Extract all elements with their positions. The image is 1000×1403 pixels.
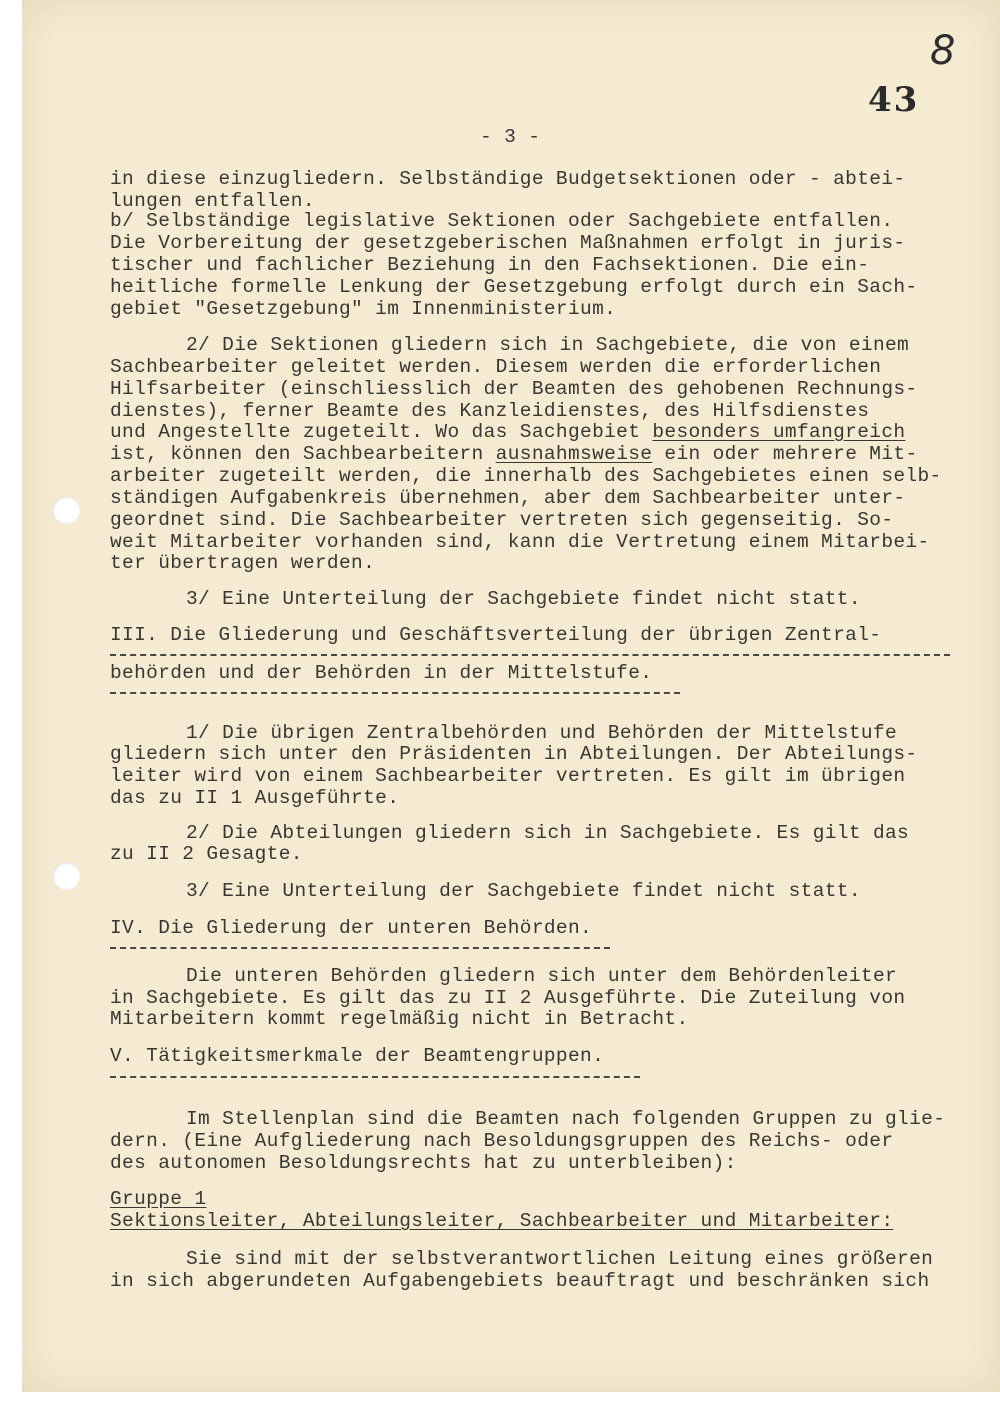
text-line: weit Mitarbeiter vorhanden sind, kann die Vertretung einem Mitarbei- xyxy=(110,531,930,553)
text-line: heitliche formelle Lenkung der Gesetzgebung erfolgt durch ein Sach- xyxy=(110,276,918,298)
text-line: 3/ Eine Unterteilung der Sachgebiete findet nicht statt. xyxy=(186,880,861,902)
text-line: in Sachgebiete. Es gilt das zu II 2 Ausgeführte. Die Zuteilung von xyxy=(110,987,906,1009)
section-heading: V. Tätigkeitsmerkmale der Beamtengruppen. xyxy=(110,1045,605,1067)
text-line: Die unteren Behörden gliedern sich unter dem Behördenleiter xyxy=(186,965,898,987)
heading-rule xyxy=(110,1076,640,1078)
section-heading: III. Die Gliederung und Geschäftsverteilung der übrigen Zentral- xyxy=(110,624,882,646)
text-line: dienstes), ferner Beamte des Kanzleidienstes, des Hilfsdienstes xyxy=(110,400,870,422)
folio-number: 43 xyxy=(868,80,920,120)
text-line: gliedern sich unter den Präsidenten in Abteilungen. Der Abteilungs- xyxy=(110,743,918,765)
text-line: des autonomen Besoldungsrechts hat zu unterbleiben): xyxy=(110,1152,737,1174)
text-span: ein oder mehrere Mit- xyxy=(652,443,918,465)
text-line: lungen entfallen. xyxy=(110,190,315,212)
text-line: tischer und fachlicher Beziehung in den Fachsektionen. Die ein- xyxy=(110,254,870,276)
group-title: Sektionsleiter, Abteilungsleiter, Sachbearbeiter und Mitarbeiter: xyxy=(110,1210,894,1232)
text-line: leiter wird von einem Sachbearbeiter vertreten. Es gilt im übrigen xyxy=(110,765,906,787)
text-line: dern. (Eine Aufgliederung nach Besoldungsgruppen des Reichs- oder xyxy=(110,1130,894,1152)
text-line xyxy=(110,421,905,443)
text-line: in diese einzugliedern. Selbständige Budgetsektionen oder - abtei- xyxy=(110,168,906,190)
heading-rule xyxy=(110,692,680,694)
text-line: das zu II 1 Ausgeführte. xyxy=(110,787,400,809)
text-line: 3/ Eine Unterteilung der Sachgebiete findet nicht statt. xyxy=(186,588,861,610)
punch-hole-top xyxy=(52,496,80,524)
heading-rule xyxy=(110,947,610,949)
text-line: ter übertragen werden. xyxy=(110,552,376,574)
text-line: geordnet sind. Die Sachbearbeiter vertreten sich gegenseitig. So- xyxy=(110,509,894,531)
text-line: gebiet "Gesetzgebung" im Innenministerium. xyxy=(110,298,617,320)
text-line: b/ Selbständige legislative Sektionen oder Sachgebiete entfallen. xyxy=(110,210,894,232)
section-heading: behörden und der Behörden in der Mittelstufe. xyxy=(110,662,653,684)
text-line: arbeiter zugeteilt werden, die innerhalb des Sachgebietes einen selb- xyxy=(110,465,942,487)
text-line: Sie sind mit der selbstverantwortlichen Leitung eines größeren xyxy=(186,1248,934,1270)
text-span: ist, können den Sachbearbeitern xyxy=(110,443,496,465)
text-line: zu II 2 Gesagte. xyxy=(110,843,303,865)
section-heading: IV. Die Gliederung der unteren Behörden. xyxy=(110,917,593,939)
text-line xyxy=(110,443,918,465)
text-line: 2/ Die Abteilungen gliedern sich in Sachgebiete. Es gilt das xyxy=(186,822,910,844)
text-line: Im Stellenplan sind die Beamten nach folgenden Gruppen zu glie- xyxy=(186,1108,946,1130)
text-span: und Angestellte zugeteilt. Wo das Sachgebiet xyxy=(110,421,653,443)
document-page xyxy=(22,0,1000,1392)
page-marker: - 3 - xyxy=(480,126,541,148)
text-line: Sachbearbeiter geleitet werden. Diesem werden die erforderlichen xyxy=(110,356,882,378)
text-line: Hilfsarbeiter (einschliesslich der Beamten des gehobenen Rechnungs- xyxy=(110,378,918,400)
punch-hole-bottom xyxy=(52,862,80,890)
text-line: ständigen Aufgabenkreis übernehmen, aber dem Sachbearbeiter unter- xyxy=(110,487,906,509)
group-heading: Gruppe 1 xyxy=(110,1188,207,1210)
text-line: 2/ Die Sektionen gliedern sich in Sachgebiete, die von einem xyxy=(186,334,910,356)
underlined-text: besonders umfangreich xyxy=(652,421,906,443)
text-line: in sich abgerundeten Aufgabengebiets beauftragt und beschränken sich xyxy=(110,1270,930,1292)
text-line: 1/ Die übrigen Zentralbehörden und Behörden der Mittelstufe xyxy=(186,722,898,744)
text-line: Mitarbeitern kommt regelmäßig nicht in Betracht. xyxy=(110,1008,689,1030)
text-line: Die Vorbereitung der gesetzgeberischen Maßnahmen erfolgt in juris- xyxy=(110,232,906,254)
handwritten-page-number: 8 xyxy=(930,28,956,74)
underlined-text: ausnahmsweise xyxy=(495,443,653,465)
heading-rule xyxy=(110,654,950,656)
